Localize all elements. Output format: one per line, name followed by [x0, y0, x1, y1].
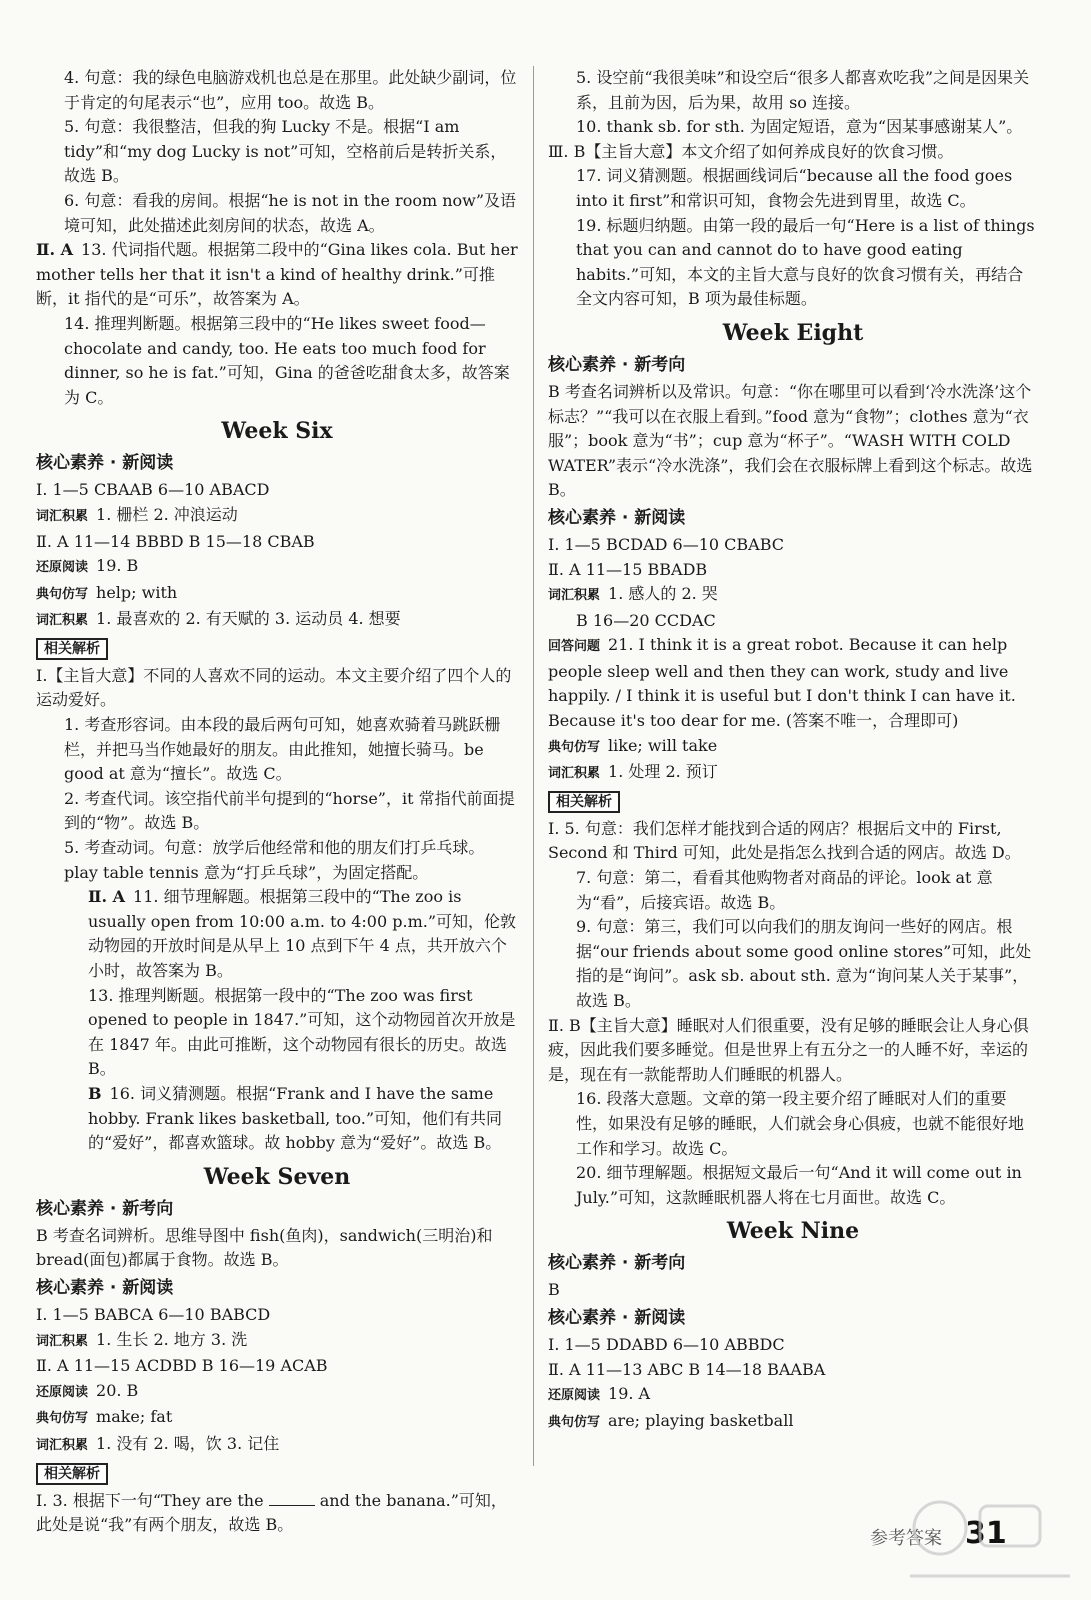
answer-paragraph: [548, 1278, 1038, 1303]
answer-block: [36, 530, 518, 555]
answer-block: [548, 1333, 1038, 1358]
answer-paragraph: [36, 787, 518, 836]
answer-block: [548, 558, 1038, 583]
answer-paragraph: [548, 1161, 1038, 1210]
answer-paragraph: [548, 582, 1038, 609]
answer-text: 10. thank sb. for sth. 为固定短语，意为“因某事感谢某人”。: [576, 117, 1023, 137]
answer-block: [548, 1014, 1038, 1088]
answer-block: [548, 1087, 1038, 1161]
analysis-label-row: [36, 1459, 518, 1489]
answer-paragraph: [548, 1382, 1038, 1409]
answer-text: Ⅰ. 3. 根据下一句“They are the: [36, 1490, 264, 1510]
answer-text: 21. I think it is a great robot. Because it can help people sleep well and then they can work, study and live happily. / I think it is useful but I don't think I can have it. Because it's too dear for me. (答案不唯一，合理即可): [548, 635, 1016, 731]
footer-label: 参考答案: [870, 1528, 942, 1549]
page-number: 31: [965, 1516, 1007, 1551]
answer-block: [548, 1161, 1038, 1210]
answer-block: [548, 633, 1038, 733]
answer-text: Ⅱ. A 11—15 BBADB: [548, 559, 708, 579]
analysis-label: 相关解析: [36, 638, 108, 660]
answer-block: [36, 664, 518, 713]
answer-paragraph: [36, 530, 518, 555]
section-heading: 核心素养 · 新考向: [36, 1198, 174, 1219]
answer-text: B 考查名词辨析。思维导图中 fish(鱼肉)，sandwich(三明治)和 bread(面包)都属于食物。故选 B。: [36, 1225, 493, 1270]
answer-paragraph: [36, 1224, 518, 1273]
answer-block: [548, 214, 1038, 312]
answer-text: 1. 感人的 2. 哭: [608, 584, 718, 604]
answer-paragraph: [548, 1087, 1038, 1161]
answer-lead: 还原阅读: [548, 1388, 601, 1404]
answer-paragraph: [548, 380, 1038, 503]
answer-paragraph: [36, 836, 518, 885]
answer-text: Ⅲ. B【主旨大意】本文介绍了如何养成良好的饮食习惯。: [548, 141, 954, 161]
answer-paragraph: [36, 238, 518, 312]
answer-block: [548, 1409, 1038, 1436]
answer-lead: 典句仿写: [548, 1414, 601, 1430]
answer-text: 1. 栅栏 2. 冲浪运动: [96, 504, 238, 524]
answer-paragraph: [548, 1358, 1038, 1383]
answer-text: 9. 句意：第三，我们可以向我们的朋友询问一些好的网店。根据“our friends about some good online stores”可知，此处指的是“询问”。ask sb. about sth. 意为“询问某人关于某事”，故选 B。: [576, 917, 1032, 1010]
answer-text: 19. 标题归纳题。由第一段的最后一句“Here is a list of things that you can and cannot do to have good eating habits.”可知，本文的主旨大意与良好的饮食习惯有关，再结合全文内容可知，B 项为最佳标题。: [576, 215, 1035, 309]
answer-paragraph: [548, 866, 1038, 915]
answer-paragraph: [548, 817, 1038, 866]
answer-text: B 考查名词辨析以及常识。句意：“你在哪里可以看到‘冷水洗涤’这个标志？”“我可以在衣服上看到。”food 意为“食物”；clothes 意为“衣服”；book 意为“书”；cup 意为“杯子”。“WASH WITH COLD WATER”表示“冷水洗涤”，我们会在衣服标牌上看到这个标志。故选 B。: [548, 381, 1033, 500]
section-heading: 核心素养 · 新考向: [548, 354, 686, 375]
answer-block: [36, 238, 518, 312]
answer-lead: 词汇积累: [548, 766, 601, 782]
left-column: [36, 66, 518, 1538]
week-heading: Week Six: [221, 418, 333, 445]
answer-text: 20. B: [96, 1380, 139, 1400]
answer-paragraph: [548, 915, 1038, 1013]
answer-block: [36, 1082, 518, 1156]
answer-block: [36, 885, 518, 983]
week-heading: Week Eight: [722, 319, 864, 346]
section-heading: 核心素养 · 新阅读: [36, 453, 174, 474]
answer-text: Ⅰ. 1—5 BABCA 6—10 BABCD: [36, 1304, 271, 1324]
answer-lead: 词汇积累: [36, 613, 89, 629]
answer-text: Ⅰ. 1—5 DDABD 6—10 ABBDC: [548, 1334, 785, 1354]
answer-block: [548, 533, 1038, 558]
answer-block: [36, 503, 518, 530]
answer-paragraph: [36, 607, 518, 634]
answer-paragraph: [548, 609, 1038, 634]
answer-block: [548, 380, 1038, 503]
answer-text: 14. 推理判断题。根据第三段中的“He likes sweet food—chocolate and candy, too. He eats too much food for dinner, so he is fat.”可知，Gina 的爸爸吃甜食太多，故答案为 C。: [64, 313, 510, 407]
answer-paragraph: [548, 164, 1038, 213]
answer-block: [36, 1224, 518, 1273]
answer-paragraph: [548, 214, 1038, 312]
answer-block: [548, 1382, 1038, 1409]
answer-text: 19. B: [96, 556, 139, 576]
answer-paragraph: [548, 140, 1038, 165]
answer-text: 17. 词义猜测题。根据画线词后“because all the food goes into it first”和常识可知，食物会先进到胃里，故选 C。: [576, 166, 1013, 210]
answer-lead: 词汇积累: [36, 1333, 89, 1349]
answer-lead: Ⅱ. A: [36, 240, 74, 260]
answer-text: 6. 句意：看我的房间。根据“he is not in the room now”及语境可知，此处描述此刻房间的状态，故选 A。: [64, 190, 517, 235]
answer-block: [548, 734, 1038, 761]
answer-block: [548, 140, 1038, 165]
answer-text: 5. 考查动词。句意：放学后他经常和他的朋友们打乒乓球。play table tennis 意为“打乒乓球”，为固定搭配。: [64, 838, 485, 882]
answer-text: 20. 细节理解题。根据短文最后一句“And it will come out in July.”可知，这款睡眠机器人将在七月面世。故选 C。: [576, 1163, 1022, 1207]
answer-lead: 词汇积累: [36, 508, 89, 524]
watermark-logo: [900, 1488, 1080, 1594]
answer-block: [36, 66, 518, 115]
answer-paragraph: [548, 533, 1038, 558]
answer-paragraph: [36, 1354, 518, 1379]
answer-paragraph: [36, 581, 518, 608]
week-heading: Week Nine: [726, 1218, 860, 1245]
answer-paragraph: [548, 115, 1038, 140]
answer-text: 19. A: [608, 1384, 651, 1404]
answer-text: Ⅱ. A 11—14 BBBD B 15—18 CBAB: [36, 531, 315, 551]
answer-block: [36, 554, 518, 581]
answer-block: [36, 1379, 518, 1406]
answer-block: [36, 312, 518, 410]
answer-paragraph: [548, 734, 1038, 761]
answer-text: Ⅱ. A 11—15 ACDBD B 16—19 ACAB: [36, 1356, 328, 1376]
answer-text: 5. 设空前“我很美味”和设空后“很多人都喜欢吃我”之间是因果关系，且前为因，后为果，故用 so 连接。: [576, 68, 1030, 112]
answer-text: Ⅱ. B【主旨大意】睡眠对人们很重要，没有足够的睡眠会让人身心俱疲，因此我们要多睡觉。但是世界上有五分之一的人睡不好，幸运的是，现在有一款能帮助人们睡眠的机器人。: [548, 1015, 1029, 1084]
answer-block: [548, 1278, 1038, 1303]
answer-paragraph: [548, 66, 1038, 115]
answer-block: [548, 1358, 1038, 1383]
answer-paragraph: [548, 558, 1038, 583]
answer-paragraph: [36, 664, 518, 713]
answer-lead: 典句仿写: [36, 586, 89, 602]
answer-paragraph: [36, 713, 518, 787]
answer-paragraph: [36, 1082, 518, 1156]
fill-blank: [269, 1491, 315, 1506]
answer-lead: Ⅱ. A: [88, 887, 126, 907]
answer-text: 2. 考查代词。该空指代前半句提到的“horse”，it 常指代前面提到的“物”。故选 B。: [64, 788, 515, 833]
section-heading: 核心素养 · 新阅读: [548, 1307, 686, 1328]
answer-lead: 典句仿写: [548, 739, 601, 755]
answer-text: help; with: [96, 582, 178, 602]
answer-text: are; playing basketball: [608, 1410, 794, 1430]
answer-block: [548, 609, 1038, 634]
answer-block: [36, 607, 518, 634]
answer-block: [36, 787, 518, 836]
answer-paragraph: [36, 478, 518, 503]
answer-lead: 还原阅读: [36, 560, 89, 576]
answer-lead: 回答问题: [548, 639, 601, 655]
answer-block: [36, 836, 518, 885]
answer-block: [36, 1432, 518, 1459]
answer-paragraph: [36, 1303, 518, 1328]
answer-paragraph: [548, 633, 1038, 733]
answer-lead: 典句仿写: [36, 1411, 89, 1427]
answer-paragraph: [36, 115, 518, 189]
answer-text: B 16—20 CCDAC: [576, 610, 716, 630]
answer-text: 7. 句意：第二，看看其他购物者对商品的评论。look at 意为“看”，后接宾语。故选 B。: [576, 868, 993, 912]
answer-paragraph: [548, 1333, 1038, 1358]
answer-paragraph: [548, 1409, 1038, 1436]
answer-block: [36, 1354, 518, 1379]
answer-paragraph: [36, 1432, 518, 1459]
analysis-label: 相关解析: [548, 791, 620, 813]
answer-text: Ⅱ. A 11—13 ABC B 14—18 BAABA: [548, 1359, 826, 1379]
answer-text: Ⅰ.【主旨大意】不同的人喜欢不同的运动。本文主要介绍了四个人的运动爱好。: [36, 665, 512, 710]
answer-block: [548, 866, 1038, 915]
answer-paragraph: [36, 312, 518, 410]
answer-block: [36, 1303, 518, 1328]
answer-lead: 词汇积累: [36, 1437, 89, 1453]
answer-text: 16. 段落大意题。文章的第一段主要介绍了睡眠对人们的重要性，如果没有足够的睡眠，人们就会身心俱疲，也就不能很好地工作和学习。故选 C。: [576, 1089, 1025, 1158]
answer-block: [548, 66, 1038, 115]
answer-paragraph: [36, 885, 518, 983]
answer-block: [36, 115, 518, 189]
answer-paragraph: [36, 189, 518, 238]
answer-paragraph: [36, 984, 518, 1082]
week-heading: Week Seven: [203, 1163, 351, 1190]
answer-block: [548, 164, 1038, 213]
section-heading: 核心素养 · 新阅读: [548, 507, 686, 528]
answer-paragraph: [36, 554, 518, 581]
answer-paragraph: [36, 1379, 518, 1406]
answer-text: B: [548, 1280, 560, 1300]
answer-block: [36, 189, 518, 238]
answer-text: and the banana.”可知，此处是说“我”有两个朋友，故选 B。: [36, 1490, 507, 1535]
answer-text: Ⅰ. 1—5 BCDAD 6—10 CBABC: [548, 534, 785, 554]
answer-paragraph: [36, 1489, 518, 1538]
answer-block: [36, 478, 518, 503]
answer-text: 1. 没有 2. 喝，饮 3. 记住: [96, 1433, 280, 1453]
answer-paragraph: [36, 1405, 518, 1432]
answer-paragraph: [548, 1014, 1038, 1088]
column-divider: [533, 66, 534, 1466]
answer-text: 11. 细节理解题。根据第三段中的“The zoo is usually open from 10:00 a.m. to 4:00 p.m.”可知，伦敦动物园的开放时间是从早上 10 点到下午 4 点，共开放六个小时，故答案为 B。: [88, 887, 517, 980]
answer-block: [548, 115, 1038, 140]
answer-block: [36, 1405, 518, 1432]
answer-block: [36, 984, 518, 1082]
answer-block: [548, 582, 1038, 609]
answer-paragraph: [36, 503, 518, 530]
answer-text: 5. 句意：我很整洁，但我的狗 Lucky 不是。根据“I am tidy”和“my dog Lucky is not”可知，空格前后是转折关系，故选 B。: [64, 117, 507, 186]
answer-paragraph: [36, 1328, 518, 1355]
answer-paragraph: [36, 66, 518, 115]
answer-text: make; fat: [96, 1407, 173, 1427]
answer-lead: B: [88, 1083, 102, 1103]
answer-block: [36, 713, 518, 787]
section-heading: 核心素养 · 新考向: [548, 1253, 686, 1274]
analysis-label-row: [36, 634, 518, 664]
answer-text: like; will take: [608, 735, 718, 755]
answer-lead: 还原阅读: [36, 1384, 89, 1400]
answer-text: 1. 生长 2. 地方 3. 洗: [96, 1329, 248, 1349]
answer-block: [36, 1328, 518, 1355]
answer-text: 1. 考查形容词。由本段的最后两句可知，她喜欢骑着马跳跃栅栏，并把马当作她最好的朋友。由此推知，她擅长骑马。be good at 意为“擅长”。故选 C。: [64, 715, 501, 784]
answer-text: 1. 最喜欢的 2. 有天赋的 3. 运动员 4. 想要: [96, 609, 401, 629]
section-heading: 核心素养 · 新阅读: [36, 1277, 174, 1298]
answer-block: [36, 581, 518, 608]
answer-text: Ⅰ. 1—5 CBAAB 6—10 ABACD: [36, 480, 270, 500]
answer-lead: 词汇积累: [548, 588, 601, 604]
analysis-label-row: [548, 787, 1038, 817]
answer-text: 13. 代词指代题。根据第二段中的“Gina likes cola. But her mother tells her that it isn't a kind of healthy drink.”可推断，it 指代的是“可乐”，故答案为 A。: [36, 240, 518, 309]
answer-paragraph: [548, 760, 1038, 787]
answer-text: 4. 句意：我的绿色电脑游戏机也总是在那里。此处缺少副词，位于肯定的句尾表示“也”，应用 too。故选 B。: [64, 68, 517, 112]
answer-block: [548, 760, 1038, 787]
answer-text: 13. 推理判断题。根据第一段中的“The zoo was first opened to people in 1847.”可知，这个动物园首次开放是在 1847 年。由此可推断，这个动物园有很长的历史。故选 B。: [88, 985, 516, 1079]
answer-text: Ⅰ. 5. 句意：我们怎样才能找到合适的网店？根据后文中的 First, Second 和 Third 可知，此处是指怎么找到合适的网店。故选 D。: [548, 818, 1021, 863]
answer-block: [548, 817, 1038, 866]
answer-text: 16. 词义猜测题。根据“Frank and I have the same hobby. Frank likes basketball, too.”可知，他们有共同的“爱好”，都喜欢篮球。故 hobby 意为“爱好”。故选 B。: [88, 1083, 503, 1153]
analysis-label: 相关解析: [36, 1463, 108, 1485]
answer-block: [548, 915, 1038, 1013]
answer-text: 1. 处理 2. 预订: [608, 762, 718, 782]
right-column: [548, 66, 1038, 1435]
